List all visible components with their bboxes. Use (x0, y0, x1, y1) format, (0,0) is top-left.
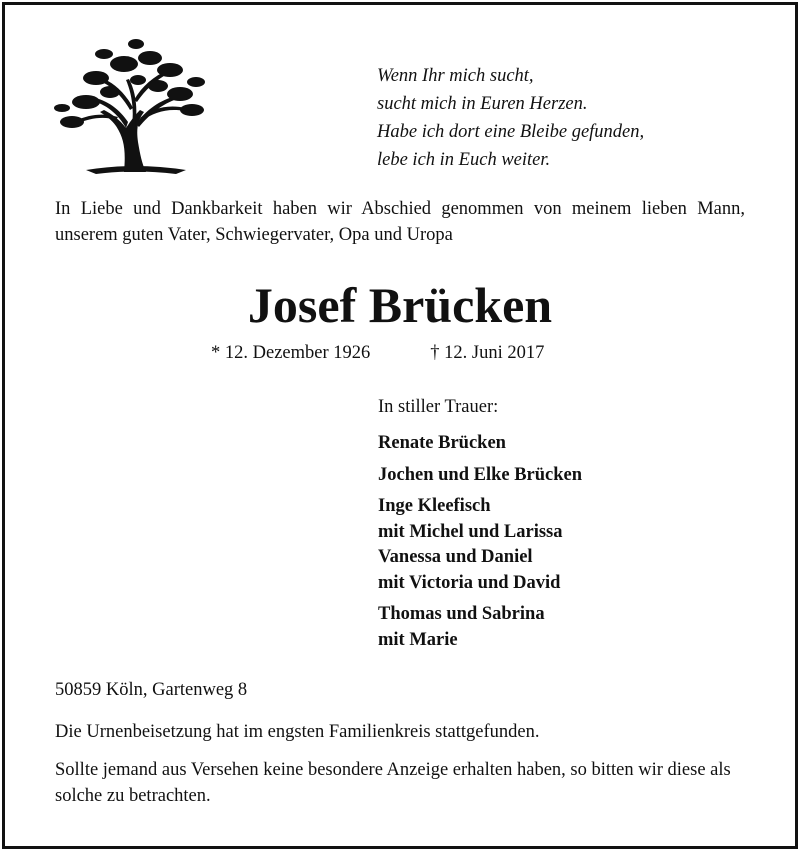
intro-text: In Liebe und Dankbarkeit haben wir Abschied genommen von meinem lieben Mann, unserem guten Vater, Schwiegervater, Opa und Uropa (55, 199, 745, 245)
poem-line: sucht mich in Euren Herzen. (377, 94, 588, 114)
mourner-group (378, 463, 582, 489)
mourner-group (378, 602, 582, 653)
mourner-name: Vanessa und Daniel (378, 547, 533, 567)
tree-icon (46, 30, 222, 180)
life-dates (211, 340, 544, 366)
birth-date: * 12. Dezember 1926 (211, 343, 371, 363)
address: 50859 Köln, Gartenweg 8 (55, 680, 248, 700)
mourner-group (378, 494, 582, 596)
mourning-label: In stiller Trauer: (378, 397, 499, 417)
poem-line: Habe ich dort eine Bleibe gefunden, (377, 122, 645, 142)
mourner-name: Inge Kleefisch (378, 496, 491, 516)
mourner-name: mit Michel und Larissa (378, 521, 563, 542)
deceased-name: Josef Brücken (247, 277, 553, 333)
closing-notice: Sollte jemand aus Versehen keine besondere Anzeige erhalten haben, so bitten wir diese als solche zu betrachten. (55, 760, 731, 806)
poem-line: Wenn Ihr mich sucht, (377, 66, 534, 86)
mourner-group (378, 431, 582, 457)
mourner-name: Thomas und Sabrina (378, 604, 545, 624)
mourner-name: Jochen und Elke Brücken (378, 464, 583, 485)
poem-line: lebe ich in Euch weiter. (377, 150, 551, 170)
mourner-name: Renate Brücken (378, 433, 506, 453)
mourners-list (378, 431, 582, 659)
mourner-name: mit Marie (378, 629, 458, 650)
mourner-name: mit Victoria und David (378, 572, 561, 593)
poem (377, 62, 644, 174)
death-date: † 12. Juni 2017 (430, 343, 545, 363)
urn-notice: Die Urnenbeisetzung hat im engsten Familienkreis stattgefunden. (55, 722, 540, 742)
